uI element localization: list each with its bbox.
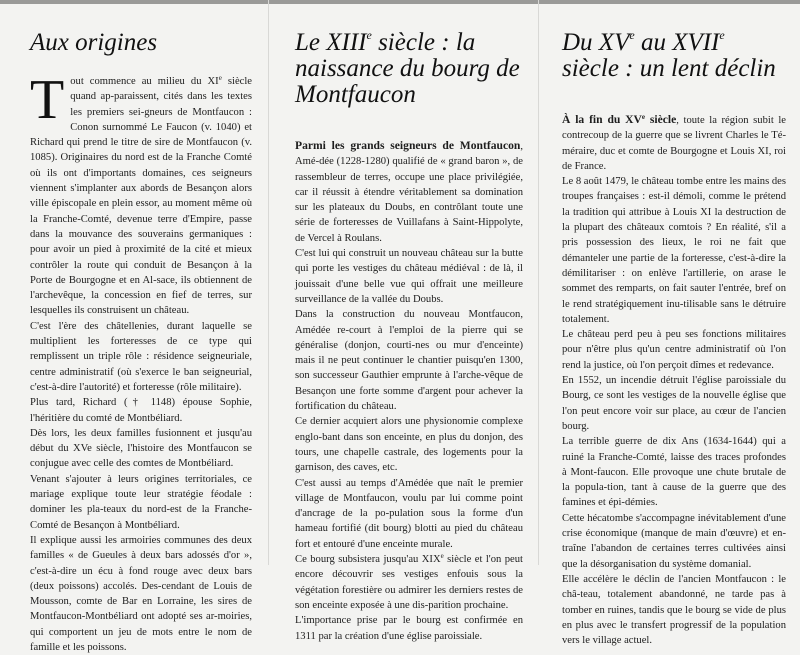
paragraph: Le 8 août 1479, le château tombe entre les mains des troupes françaises : est-il démoli, comme le prétend la tradition qui attribue à Louis XI la destruction de la plupart des châteaux comtois ? En réalité, s'il a pris possession des lieux, le roi ne fait que démanteler une partie de la forteresse, c'est-à-dire la démilitariser : on enlève l'artillerie, on arase le sommet des remparts, on fait sauter l'entrée, bref on le rend stratégiquement inu-tilisable sans le détruire totalement. — [562, 176, 786, 325]
lead-in-part: À la fin du XV — [562, 113, 642, 126]
paragraph: Dans la construction du nouveau Montfaucon, Amédée re-court à l'emploi de la pierre qui se généralise (donjon, courti-nes ou mur d'enceinte) mais il ne peut continuer le chantier puisqu'en 1300, son successeur Gauthier emprunte à l'arche-vêque de Besançon une forte somme d'argent pour achever la fortification du château. — [295, 309, 523, 413]
column-xv-xvii-siecle — [562, 0, 786, 647]
drop-cap: T — [30, 69, 65, 131]
paragraph: L'importance prise par le bourg est confirmée en 1311 par la création d'une église paroissiale. — [295, 615, 523, 642]
paragraph: C'est lui qui construit un nouveau château sur la butte qui porte les vestiges du château médiéval : de là, il jouissait d'une belle vue qui offrait une meilleure surveillance de la vallée du Doubs. — [295, 248, 523, 305]
intro-text: out commence au milieu du XI — [70, 76, 219, 87]
superscript: e — [719, 28, 725, 42]
title-part: siècle : la naissance du bourg de Montfaucon — [295, 29, 520, 108]
paragraph: C'est l'ère des châtellenies, durant laquelle se multiplient les forteresses de ce type qui remplissent un triple rôle : résidence seigneuriale, centre administratif (où s'exerce le ban seigneurial, c'est-à-dire l'autorité) et forteresse (rôle militaire). — [30, 320, 252, 393]
intro-text-cont: siècle quand ap-paraissent, cités dans les textes les premiers sei-gneurs de Montfaucon : Conon surnommé Le Faucon (v. 1040) et Richard qui prend le titre de sire de Montfaucon (v. 1085). Originaires du nord est de la Franche Comté où ils ont d'importants domaines, ces seigneurs viennent s'implanter aux abords de Besançon alors ville épiscopale en plein essor, au moment même où la Franche-Comté, devenue terre d'Empire, passe dans la mouvance des souverains germaniques : pour avoir un pied à proximité de la cité et mieux contrôler la route qui conduit de Besançon à la Porte de Bourgogne et en Al-sace, ils obtiennent de l'archevêque, la concession en fief de terres, sur lesquelles ils construisent un château. — [30, 76, 252, 317]
paragraph: Elle accélère le déclin de l'ancien Montfaucon : le châ-teau, totalement abandonné, ne tarde pas à tomber en ruines, tandis que le bourg se vide de plus en plus avec le transfert progressif de la population vers le village actuel. — [562, 573, 786, 647]
paragraph: C'est aussi au temps d'Amédée que naît le premier village de Montfaucon, voulu par lui comme point d'ancrage de la po-pulation sous la forme d'un hameau fortifié (dit bourg) blotti au pied du château fort et entouré d'une enceinte murale. — [295, 477, 523, 550]
superscript: e — [440, 552, 444, 561]
text: siècle et l'on peut encore découvrir ses vestiges enfouis sous la végétation forestière ou admirer les derniers restes de son enceinte exposée à une dis-parition prochaine. — [295, 554, 524, 611]
superscript: e — [629, 28, 635, 42]
lead-in-part: siècle — [645, 113, 677, 126]
column-xiii-siecle — [295, 0, 524, 642]
superscript: e — [366, 28, 372, 42]
text: Ce bourg subsistera jusqu'au XIX — [295, 554, 441, 566]
lead-in — [562, 113, 676, 126]
column-aux-origines — [30, 0, 252, 653]
section-title — [562, 30, 786, 82]
fold-line-left — [268, 0, 269, 565]
paragraph: Cette hécatombe s'accompagne inévitablement d'une crise économique (manque de main d'œuvre) et en-traîne l'abandon de certaines terres cultivées ainsi que la désorganisation du système domanial. — [562, 512, 786, 570]
superscript: e — [641, 113, 646, 121]
paragraph: La terrible guerre de dix Ans (1634-1644) qui a ruiné la Franche-Comté, laisse des traces profondes à Mont-faucon. Elle provoque une chute brutale de la popula-tion, tant à cause de la guerre que des famines et épi-démies. — [562, 436, 786, 509]
paragraph-intro — [30, 69, 252, 319]
paragraph: Ce dernier acquiert alors une physionomie complexe englo-bant dans son enceinte, en plus du donjon, des tours, une chapelle castrale, des logements pour la garnison, des caves, etc. — [295, 416, 523, 474]
paragraph: Il explique aussi les armoiries communes des deux familles « de Gueules à deux bars adossés d'or », c'est-à-dire un écu à fond rouge avec deux bars (deux poissons) accolés. Des-cendant de Louis de Mousson, comte de Bar en Lorraine, les sires de Montfaucon-Montbéliard ont adopté ses ar-moiries, qui comportent un jeu de mots entre le nom de famille et les poissons. — [30, 534, 252, 653]
section-title — [295, 30, 523, 108]
title-part: Du XV — [562, 29, 630, 56]
paragraph — [295, 552, 523, 613]
title-part: Le XIII — [295, 29, 367, 56]
paragraph: Plus tard, Richard († 1148) épouse Sophie, l'héritière du comté de Montbéliard. — [30, 397, 252, 424]
title-part: siècle : un lent déclin — [562, 55, 776, 82]
superscript: e — [218, 74, 222, 82]
paragraph: Le château perd peu à peu ses fonctions militaires pour n'être plus qu'un centre administratif où l'on rend la justice, où l'on perçoit dîmes et redevance. — [562, 329, 786, 371]
paragraph: Dès lors, les deux familles fusionnent et jusqu'au début du XVe siècle, l'histoire des Montfaucon se conjugue avec celle des comtes de Montbéliard. — [30, 427, 252, 470]
intro-text: , toute la région subit le contrecoup de la guerre que se livrent Charles le Té-méraire, duc et comte de Bourgogne et Louis XI, roi de France. — [562, 115, 786, 172]
paragraph-intro — [295, 138, 523, 246]
paragraph: En 1552, un incendie détruit l'église paroissiale du Bourg, ce sont les vestiges de la nouvelle église que l'on peut encore voir sur place, au cœur de l'ancien bourg. — [562, 375, 786, 432]
intro-text: , Amé-dée (1228-1280) qualifié de « grand baron », de rassembleur de terres, occupe une place privilégiée, car il réussit à étendre véritablement sa domination sur les plateaux du Doubs, en contrôlant toute une série de forteresses de Vuillafans à Saint-Hippolyte, de Vercel à Roulans. — [295, 141, 523, 244]
lead-in: Parmi les grands seigneurs de Montfaucon — [295, 139, 521, 152]
fold-line-right — [538, 0, 539, 565]
section-title: Aux origines — [30, 29, 158, 56]
title-part: au XVII — [634, 29, 720, 56]
paragraph-intro — [562, 112, 786, 174]
paragraph: Venant s'ajouter à leurs origines territoriales, ce mariage explique toute leur stratégie féodale : dominer les pla-teaux du nord-est de la Franche-Comté de Besançon à Montbéliard. — [30, 473, 252, 531]
